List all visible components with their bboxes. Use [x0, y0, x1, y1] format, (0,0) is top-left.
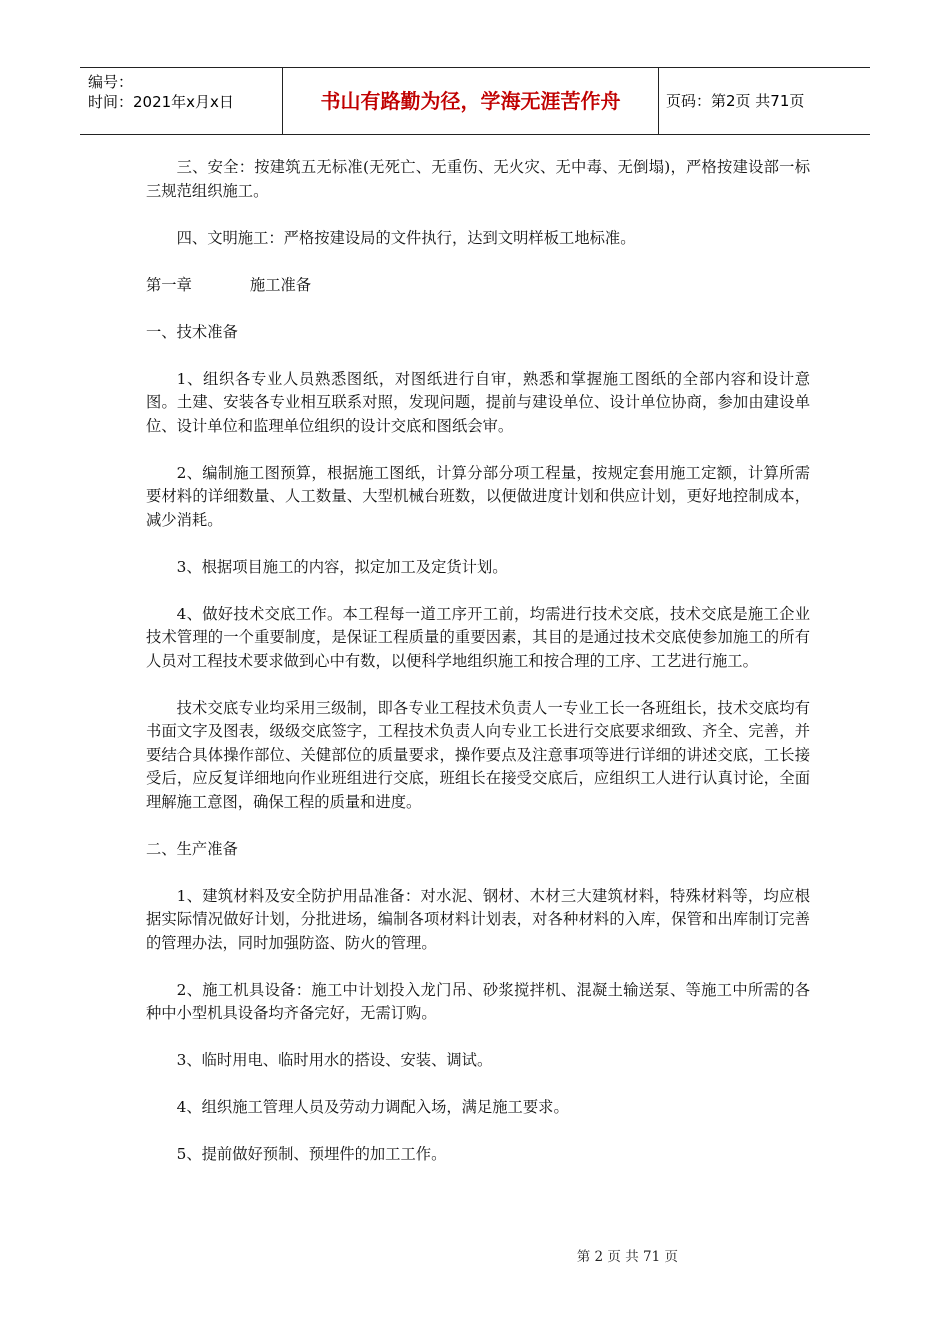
- paragraph-tech-3: 3、根据项目施工的内容，拟定加工及定货计划。: [176, 557, 508, 576]
- paragraph-tech-5: 技术交底专业均采用三级制，即各专业工程技术负责人一专业工长一各班组长，技术交底均有书面文字及图表，级级交底签字，工程技术负责人向专业工长进行交底要求细致、齐全、完善，并要结合具体操作部位、关健部位的质量要求，操作要点及注意事项等进行详细的讲述交底，工长接受后，应反复详细地向作业班组进行交底，班组长在接受交底后，应组织工人进行认真讨论，全面理解施工意图，确保工程的质量和进度。: [146, 698, 810, 811]
- paragraph-prod-1: 1、建筑材料及安全防护用品准备：对水泥、钢材、木材三大建筑材料，特殊材料等，均应根据实际情况做好计划，分批进场，编制各项材料计划表，对各种材料的入库，保管和出库制订完善的管理办法，同时加强防盗、防火的管理。: [146, 886, 810, 952]
- paragraph-prod-5: 5、提前做好预制、预埋件的加工工作。: [176, 1145, 447, 1163]
- chapter-number: 第一章: [146, 275, 192, 294]
- paragraph-prod-3: 3、临时用电、临时用水的搭设、安装、调试。: [176, 1051, 493, 1069]
- paragraph-prod-2: 2、施工机具设备：施工中计划投入龙门吊、砂浆搅拌机、混凝土输送泵、等施工中所需的各种中小型机具设备均齐备完好，无需订购。: [146, 980, 810, 1022]
- page-footer: 第 2 页 共 71 页: [576, 1249, 678, 1265]
- paragraph-tech-1: 1、组织各专业人员熟悉图纸，对图纸进行自审，熟悉和掌握施工图纸的全部内容和设计意图。土建、安装各专业相互联系对照，发现问题，提前与建设单位、设计单位协商，参加由建设单位、设计单位和监理单位组织的设计交底和图纸会审。: [146, 369, 810, 435]
- header-divider: [658, 68, 659, 134]
- page-header: [80, 67, 870, 135]
- document-body: [146, 156, 810, 1167]
- document-date: 时间：2021年x月x日: [88, 93, 234, 111]
- paragraph-prod-4: 4、组织施工管理人员及劳动力调配入场，满足施工要求。: [176, 1098, 569, 1116]
- paragraph-safety: 三、安全：按建筑五无标准(无死亡、无重伤、无火灾、无中毒、无倒塌)，严格按建设部一标三规范组织施工。: [146, 158, 810, 200]
- section-heading-production: 二、生产准备: [146, 839, 238, 858]
- header-page-info: 页码：第2页 共71页: [666, 92, 805, 110]
- chapter-heading: [146, 274, 810, 298]
- header-motto: 书山有路勤为径，学海无涯苦作舟: [320, 89, 621, 113]
- section-heading-technical: 一、技术准备: [146, 322, 238, 341]
- paragraph-tech-4: 4、做好技术交底工作。本工程每一道工序开工前，均需进行技术交底，技术交底是施工企业技术管理的一个重要制度，是保证工程质量的重要因素，其目的是通过技术交底使参加施工的所有人员对工程技术要求做到心中有数，以便科学地组织施工和按合理的工序、工艺进行施工。: [146, 604, 810, 670]
- paragraph-tech-2: 2、编制施工图预算，根据施工图纸，计算分部分项工程量，按规定套用施工定额，计算所需要材料的详细数量、人工数量、大型机械台班数，以便做进度计划和供应计划，更好地控制成本，减少消耗。: [146, 463, 810, 529]
- header-meta: [88, 72, 278, 112]
- document-number-label: 编号：: [88, 73, 134, 91]
- chapter-title: 施工准备: [249, 275, 312, 294]
- paragraph-civilized-construction: 四、文明施工：严格按建设局的文件执行，达到文明样板工地标准。: [176, 228, 636, 247]
